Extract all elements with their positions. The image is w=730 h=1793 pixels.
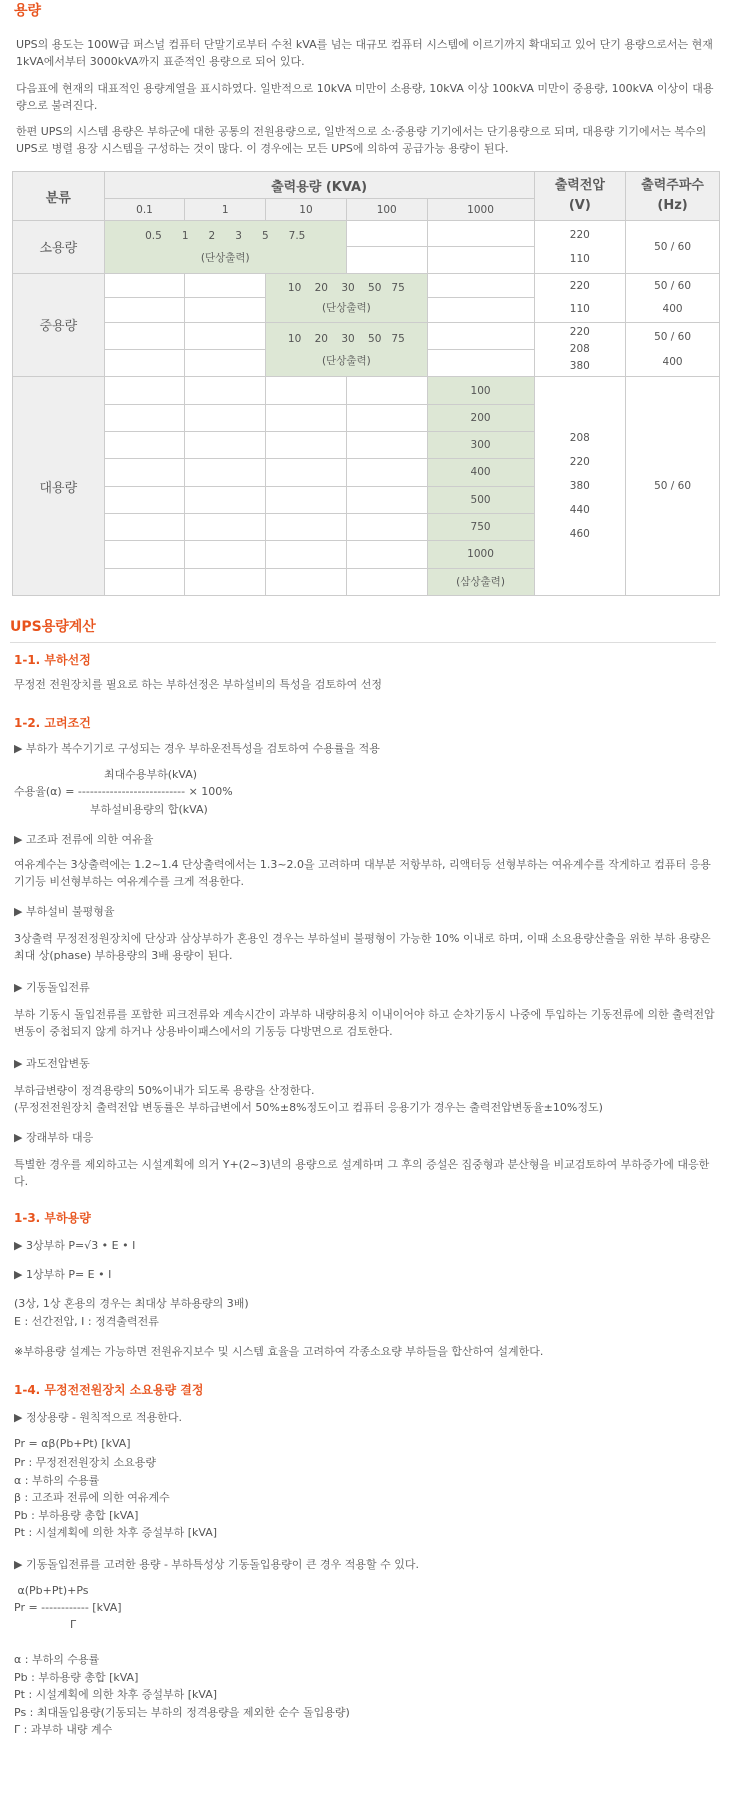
empty-cell [185,432,266,459]
empty-cell [346,377,427,404]
subsection-title-1-2: 1-2. 고려조건 [14,716,91,730]
empty-cell [185,486,266,513]
voltage-value: 380 [569,480,590,493]
col-header-100: 100 [346,199,427,221]
voltage-value: 460 [569,528,590,541]
empty-cell [266,377,347,404]
legend2-gamma: Γ : 과부하 내량 계수 [14,1723,113,1736]
row-label-medium: 중용량 [13,273,105,377]
legend-pr: Pr : 무정전전원장치 소요용량 [14,1456,157,1469]
formula-denominator: 부하설비용량의 합(kVA) [90,803,208,816]
large-voltage [534,377,626,596]
frequency-value: 400 [662,302,683,315]
empty-cell [427,247,534,273]
medium-values-2: 10 20 30 50 75 [287,332,405,345]
frequency-value: 400 [662,355,683,368]
bullet-normal-capacity: ▶ 정상용량 - 원칙적으로 적용한다. [14,1411,183,1424]
empty-cell [346,221,427,247]
empty-cell [104,486,185,513]
empty-cell [185,350,266,377]
formula-numerator: 최대수용부하(kVA) [104,768,198,781]
empty-cell [427,221,534,247]
formula2-denominator: Γ [70,1618,77,1631]
voltage-value: 110 [569,302,590,315]
empty-cell [104,298,185,323]
row-label-small: 소용량 [13,221,105,274]
voltage-value: 208 [569,343,590,356]
medium-frequency-2 [626,322,720,377]
legend2-ps: Ps : 최대돌입용량(기동되는 부하의 정격용량을 제외한 순수 돌입용량) [14,1706,350,1719]
large-note: (삼상출력) [427,568,534,595]
empty-cell [185,404,266,431]
small-voltage [534,221,626,274]
empty-cell [266,459,347,486]
col-header-0-1: 0.1 [104,199,185,221]
empty-cell [185,459,266,486]
legend2-pb: Pb : 부하용량 총합 [kVA] [14,1671,139,1684]
intro-paragraph-2: 다음표에 현재의 대표적인 용량계열을 표시하였다. 일반적으로 10kVA 미만이 소용량, 10kVA 이상 100kVA 미만이 중용량, 100kVA 이상이 대용량으로 불려진다. [16,82,714,112]
subsection-title-1-1: 1-1. 부하선정 [14,653,91,667]
medium-note-2: (단상출력) [321,354,371,367]
text-transient-1: 부하급변량이 정격용량의 50%이내가 되도록 용량을 산정한다. [14,1084,315,1097]
large-value-100: 100 [427,377,534,404]
col-header-1000: 1000 [427,199,534,221]
legend2-pt: Pt : 시설계획에 의한 차후 증설부하 [kVA] [14,1688,218,1701]
empty-cell [427,350,534,377]
capacity-table [12,171,720,596]
col-header-10: 10 [266,199,347,221]
voltage-value: 208 [569,432,590,445]
formula2: Pr = ------------ [kVA] [14,1601,122,1614]
empty-cell [104,459,185,486]
medium-voltage-2 [534,322,626,377]
intro-paragraph-3: 한편 UPS의 시스템 용량은 부하군에 대한 공통의 전원용량으로, 일반적으로 소·중용량 기기에서는 단기용량으로 되며, 대용량 기기에서는 복수의 UPS로 병렬 용장 시스템을 구성하는 것이 많다. 이 경우에는 모든 UPS에 의하여 공급가능 용량이 된다. [16,125,707,155]
empty-cell [104,432,185,459]
text-inrush: 부하 기동시 돌입전류를 포함한 피크전류와 계속시간이 과부하 내량허용치 이내이어야 하고 순차기동시 나중에 투입하는 기동전류에 의한 출력전압변동이 중첩되지 않게 하거나 상용바이패스에서의 기동등 다방면으로 검토한다. [14,1008,715,1038]
empty-cell [266,541,347,568]
large-value-500: 500 [427,486,534,513]
empty-cell [104,404,185,431]
bullet-transient: ▶ 과도전압변동 [14,1057,90,1070]
bullet-inrush: ▶ 기동돌입전류 [14,981,90,994]
legend-alpha: α : 부하의 수용률 [14,1474,100,1487]
formula-demand-factor: 수용율(α) = --------------------------- × 100% [14,785,233,798]
medium-capacity-cell-2 [266,322,427,377]
bullet-inrush-capacity: ▶ 기동돌입전류를 고려한 용량 - 부하특성상 기동돌입용량이 큰 경우 적용할 수 있다. [14,1558,420,1571]
empty-cell [104,541,185,568]
subsection-title-1-4: 1-4. 무정전전원장치 소요용량 결정 [14,1383,204,1397]
text-note: ※부하용량 설계는 가능하면 전원유지보수 및 시스템 효율을 고려하여 각종소요량 부하들을 합산하여 설계한다. [14,1345,544,1358]
text-mixed: (3상, 1상 혼용의 경우는 최대상 부하용량의 3배) [14,1297,249,1310]
bullet-unbalance: ▶ 부하설비 불평형율 [14,905,115,918]
empty-cell [266,568,347,595]
text-transient-2: (무정전전원장치 출력전압 변동률은 부하급변에서 50%±8%정도이고 컴퓨터 응용기가 경우는 출력전압변동율±10%정도) [14,1101,603,1114]
frequency-value: 50 / 60 [654,279,692,292]
empty-cell [104,350,185,377]
empty-cell [266,432,347,459]
empty-cell [185,568,266,595]
bullet-three-phase: ▶ 3상부하 P=√3 • E • I [14,1239,136,1252]
empty-cell [185,298,266,323]
bullet-demand-factor: ▶ 부하가 복수기기로 구성되는 경우 부하운전특성을 검토하여 수용률을 적용 [14,742,380,755]
empty-cell [185,273,266,298]
empty-cell [346,541,427,568]
empty-cell [427,273,534,298]
medium-voltage-1 [534,273,626,322]
text-unbalance: 3상출력 무정전정원장치에 단상과 삼상부하가 혼용인 경우는 부하설비 불평형이 가능한 10% 이내로 하며, 이때 소요용량산출을 위한 부하 용량은 최대 상(phase) 부하용량의 3배 용량이 된다. [14,932,711,962]
header-output: 출력용량 (KVA) [104,172,534,199]
legend2-alpha: α : 부하의 수용률 [14,1653,100,1666]
col-header-1: 1 [185,199,266,221]
text-legend: E : 선간전압, I : 정격출력전류 [14,1315,159,1328]
large-value-200: 200 [427,404,534,431]
large-value-1000: 1000 [427,541,534,568]
empty-cell [346,513,427,540]
voltage-value: 380 [569,360,590,373]
voltage-value: 440 [569,504,590,517]
large-value-300: 300 [427,432,534,459]
empty-cell [185,541,266,568]
empty-cell [104,377,185,404]
formula-pr: Pr = αβ(Pb+Pt) [kVA] [14,1437,131,1450]
empty-cell [104,513,185,540]
empty-cell [266,513,347,540]
legend-pb: Pb : 부하용량 총합 [kVA] [14,1509,139,1522]
page-title: 용량 [14,3,42,19]
empty-cell [185,513,266,540]
small-values: 0.5 1 2 3 5 7.5 [145,229,306,242]
voltage-value: 110 [569,252,590,265]
bullet-single-phase: ▶ 1상부하 P= E • I [14,1268,112,1281]
section-title-calc: UPS용량계산 [10,616,716,643]
empty-cell [346,568,427,595]
voltage-value: 220 [569,326,590,339]
header-voltage: 출력전압 (V) [534,172,626,221]
empty-cell [346,459,427,486]
empty-cell [427,322,534,349]
voltage-value: 220 [569,456,590,469]
empty-cell [346,247,427,273]
bullet-future: ▶ 장래부하 대응 [14,1131,94,1144]
medium-values-1: 10 20 30 50 75 [287,281,405,294]
text-1-1: 무정전 전원장치를 필요로 하는 부하선정은 부하설비의 특성을 검토하여 선정 [14,678,383,691]
row-label-large: 대용량 [13,377,105,596]
small-capacity-cell [104,221,346,274]
text-harmonic: 여유계수는 3상출력에는 1.2~1.4 단상출력에서는 1.3~2.0을 고려하며 대부분 저항부하, 리액터등 선형부하는 여유계수를 작게하고 컴퓨터 응용기기등 비선형부하는 여유계수를 크게 적용한다. [14,858,711,888]
legend-beta: β : 고조파 전류에 의한 여유계수 [14,1491,170,1504]
large-value-750: 750 [427,513,534,540]
subsection-title-1-3: 1-3. 부하용량 [14,1211,91,1225]
empty-cell [104,322,185,349]
medium-note-1: (단상출력) [321,301,371,314]
frequency-value: 50 / 60 [654,330,692,343]
empty-cell [185,377,266,404]
intro-paragraph-1: UPS의 용도는 100W급 퍼스널 컴퓨터 단말기로부터 수천 kVA를 넘는 대규모 컴퓨터 시스템에 이르기까지 확대되고 있어 단기 용량으로서는 현재 1kVA에서부터 3000kVA까지 표준적인 용량으로 되어 있다. [16,38,713,68]
empty-cell [346,404,427,431]
empty-cell [185,322,266,349]
header-class: 분류 [13,172,105,221]
formula2-numerator: α(Pb+Pt)+Ps [14,1584,89,1597]
small-frequency: 50 / 60 [626,221,720,274]
empty-cell [346,486,427,513]
large-frequency: 50 / 60 [626,377,720,596]
empty-cell [104,568,185,595]
large-value-400: 400 [427,459,534,486]
text-future: 특별한 경우를 제외하고는 시설계획에 의거 Y+(2~3)년의 용량으로 설계하며 그 후의 증설은 집중형과 분산형을 비교검토하여 부하증가에 대응한다. [14,1158,710,1188]
bullet-harmonic: ▶ 고조파 전류에 의한 여유율 [14,833,154,846]
empty-cell [427,298,534,323]
empty-cell [266,486,347,513]
empty-cell [266,404,347,431]
voltage-value: 220 [569,228,590,241]
empty-cell [346,432,427,459]
empty-cell [104,273,185,298]
header-frequency: 출력주파수 (Hz) [626,172,720,221]
small-note: (단상출력) [200,251,250,264]
medium-capacity-cell-1 [266,273,427,322]
medium-frequency-1 [626,273,720,322]
legend-pt: Pt : 시설계획에 의한 차후 증설부하 [kVA] [14,1526,218,1539]
voltage-value: 220 [569,279,590,292]
